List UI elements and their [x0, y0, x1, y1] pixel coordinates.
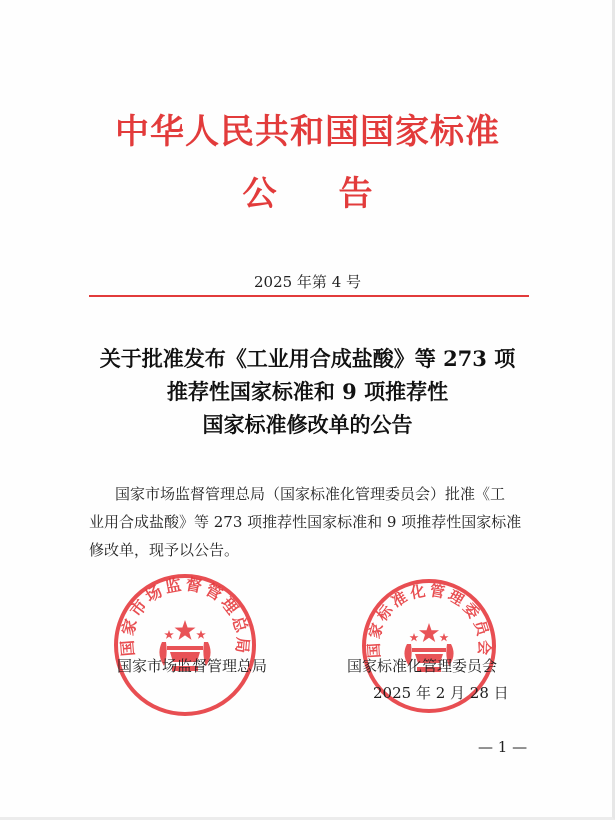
- headline-line-2: 推荐性国家标准和 9 项推荐性: [166, 379, 449, 404]
- body-text-line-1: 国家市场监督管理总局（国家标准化管理委员会）批准《工: [115, 485, 506, 503]
- body-text-line-3: 修改单，现予以公告。: [89, 541, 240, 559]
- header-title: 中华人民共和国国家标准: [115, 112, 500, 152]
- headline-line-3: 国家标准修改单的公告: [202, 412, 413, 437]
- svg-text:国家市场监督管理总局: [117, 574, 252, 657]
- signature-left-org: 国家市场监督管理总局: [117, 657, 268, 675]
- body-text-line-2: 业用合成盐酸》等 273 项推荐性国家标准和 9 项推荐性国家标准: [89, 513, 522, 531]
- headline-line-1: 关于批准发布《工业用合成盐酸》等 273 项: [99, 346, 516, 371]
- seal-left-text: 国家市场监督管理总局: [117, 574, 253, 657]
- signature-date: 2025 年 2 月 28 日: [373, 684, 509, 702]
- red-divider: [89, 295, 529, 297]
- page-number: — 1 —: [478, 738, 528, 756]
- document-number: 2025 年第 4 号: [253, 273, 362, 291]
- official-seal-left: [112, 572, 258, 718]
- svg-text:国家标准化管理委员会: [365, 581, 494, 658]
- seal-right-text: 国家标准化管理委员会: [364, 581, 494, 659]
- header-subtitle: 公告: [242, 174, 435, 214]
- signature-right-org: 国家标准化管理委员会: [347, 657, 498, 675]
